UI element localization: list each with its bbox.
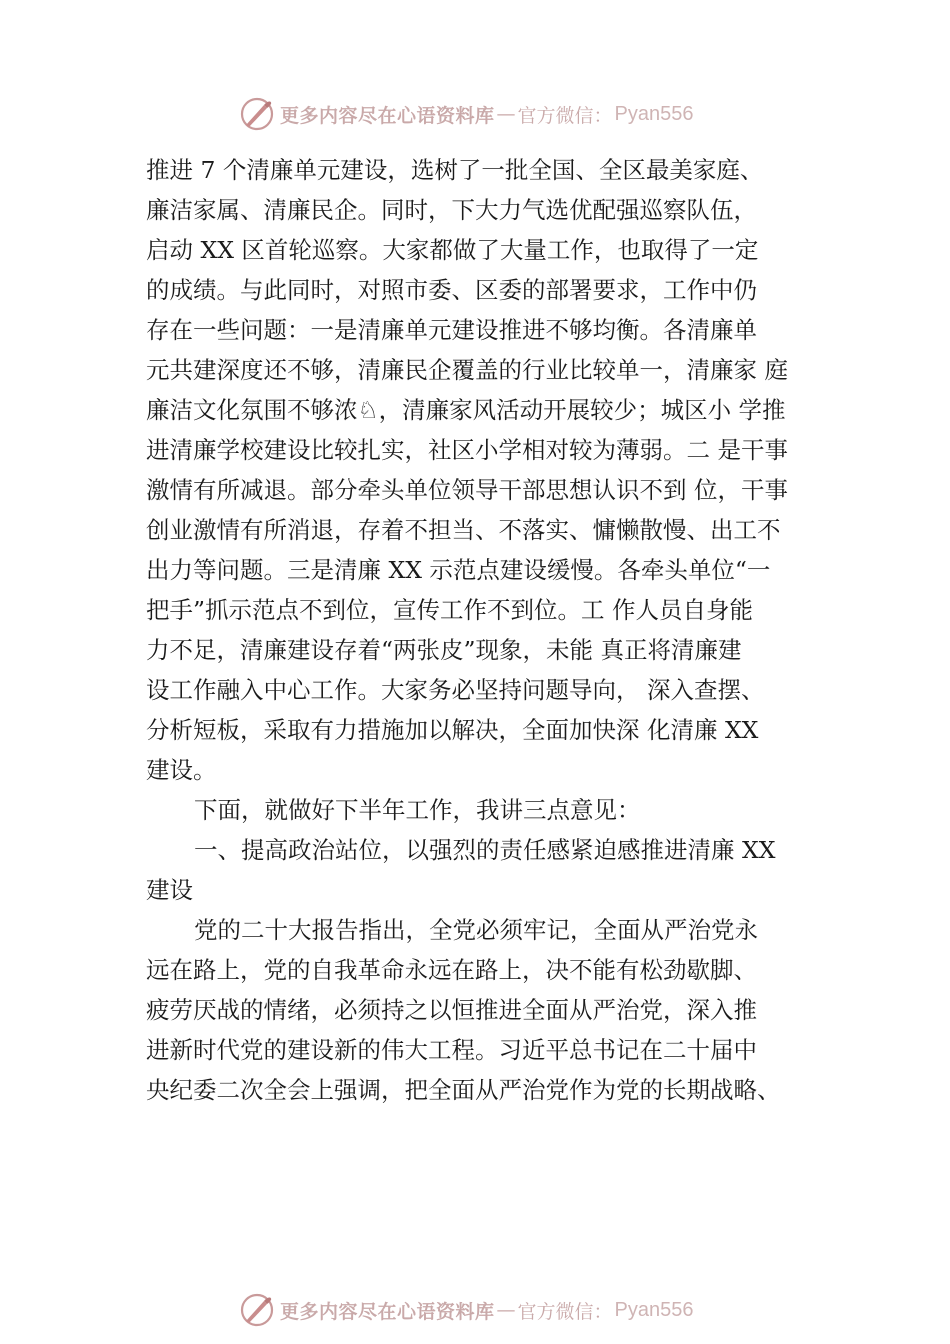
text-line: 疲劳厌战的情绪，必须持之以恒推进全面从严治党，深入推 — [146, 996, 757, 1024]
watermark-dash: — — [496, 1299, 516, 1321]
text-line: 存在一些问题：一是清廉单元建设推进不够均衡。各清廉单 — [146, 316, 757, 344]
text-line: 激情有所减退。部分牵头单位领导干部思想认识不到 位，干事 — [146, 476, 788, 504]
quill-pen-logo-icon — [238, 95, 276, 133]
text-line: 分析短板，采取有力措施加以解决，全面加快深 化清廉 XX — [146, 716, 759, 744]
text-line: 一、提高政治站位，以强烈的责任感紧迫感推进清廉 XX — [194, 836, 776, 864]
watermark-brand-text: 更多内容尽在心语资料库 — [280, 1300, 495, 1323]
text-line: 设工作融入中心工作。大家务必坚持问题导向， 深入查摆、 — [146, 676, 765, 704]
watermark-wechat-label: 官方微信： — [517, 104, 613, 127]
text-line: 的成绩。与此同时，对照市委、区委的部署要求，工作中仍 — [146, 276, 757, 304]
text-line: 党的二十大报告指出，全党必须牢记，全面从严治党永 — [194, 916, 758, 944]
text-line: 进新时代党的建设新的伟大工程。习近平总书记在二十届中 — [146, 1036, 757, 1064]
watermark-wechat-id: Pyan556 — [614, 1298, 694, 1321]
text-line: 推进 7 个清廉单元建设，选树了一批全国、全区最美家庭、 — [146, 156, 764, 184]
text-line: 央纪委二次全会上强调，把全面从严治党作为党的长期战略、 — [146, 1076, 781, 1104]
header-watermark — [238, 94, 758, 134]
text-line: 元共建深度还不够，清廉民企覆盖的行业比较单一，清廉家 庭 — [146, 356, 788, 384]
text-line: 启动 XX 区首轮巡察。大家都做了大量工作，也取得了一定 — [146, 236, 759, 264]
text-line: 创业激情有所消退，存着不担当、不落实、慵懒散慢、出工不 — [146, 516, 781, 544]
text-line: 远在路上，党的自我革命永远在路上，决不能有松劲歇脚、 — [146, 956, 757, 984]
text-line: 进清廉学校建设比较扎实，社区小学相对较为薄弱。二 是干事 — [146, 436, 788, 464]
watermark-dash: — — [496, 103, 516, 125]
watermark-wechat-id: Pyan556 — [614, 102, 694, 125]
quill-pen-logo-icon — [238, 1291, 276, 1329]
text-line: 出力等问题。三是清廉 XX 示范点建设缓慢。各牵头单位“一 — [146, 556, 771, 584]
text-line: 廉洁家属、清廉民企。同时，下大力气选优配强巡察队伍， — [146, 196, 757, 224]
text-line: 建设 — [146, 876, 193, 904]
watermark-brand-text: 更多内容尽在心语资料库 — [280, 104, 495, 127]
footer-watermark — [238, 1290, 758, 1330]
text-line: 建设。 — [146, 756, 217, 784]
text-line: 力不足，清廉建设存着“两张皮”现象，未能 真正将清廉建 — [146, 636, 742, 664]
document-body — [146, 150, 836, 1110]
text-line: 把手”抓示范点不到位，宣传工作不到位。工 作人员自身能 — [146, 596, 753, 624]
watermark-wechat-label: 官方微信： — [517, 1300, 613, 1323]
text-line: 廉洁文化氛围不够浓♘，清廉家风活动开展较少；城区小 学推 — [146, 396, 786, 424]
text-line: 下面，就做好下半年工作，我讲三点意见： — [194, 796, 641, 824]
